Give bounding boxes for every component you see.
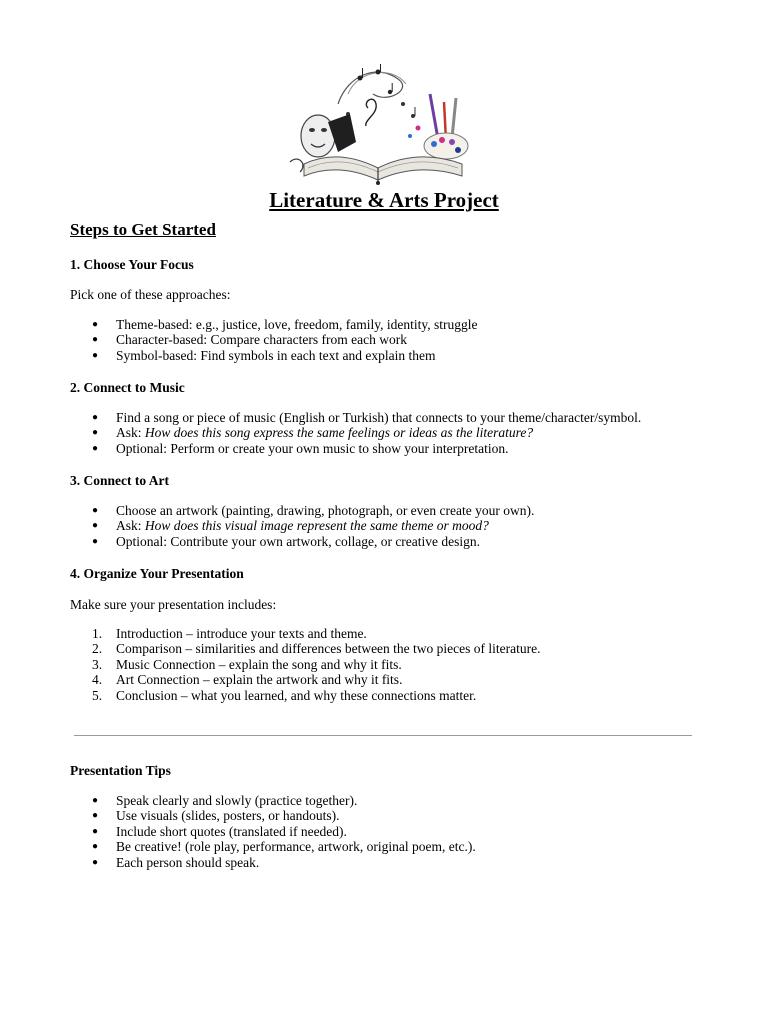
list-item: ● Ask: How does this visual image represent the same theme or mood? bbox=[92, 518, 489, 534]
bullet-icon: ● bbox=[92, 505, 99, 516]
list-item: 3. Music Connection – explain the song and why it fits. bbox=[92, 656, 402, 672]
list-item: ● Use visuals (slides, posters, or handouts). bbox=[92, 808, 340, 824]
list-item: ● Speak clearly and slowly (practice together). bbox=[92, 793, 358, 808]
section4-intro: Make sure your presentation includes: bbox=[70, 597, 277, 612]
section-heading-connect-art: 3. Connect to Art bbox=[70, 473, 169, 488]
bullet-icon: ● bbox=[92, 841, 99, 853]
bullet-icon: ● bbox=[92, 795, 99, 806]
list-item: 5. Conclusion – what you learned, and why these connections matter. bbox=[92, 687, 477, 703]
list-item: ● Ask: How does this song express the same feelings or ideas as the literature? bbox=[92, 425, 534, 441]
music-list bbox=[70, 410, 730, 456]
page-title: Literature & Arts Project bbox=[269, 188, 499, 212]
bullet-icon: ● bbox=[92, 520, 99, 532]
list-item: ● Choose an artwork (painting, drawing, photograph, or even create your own). bbox=[92, 503, 535, 518]
bullet-icon: ● bbox=[92, 334, 99, 346]
focus-list bbox=[70, 317, 730, 363]
bullet-icon: ● bbox=[92, 412, 99, 423]
horizontal-divider bbox=[74, 735, 692, 736]
book-music-arts-logo-icon bbox=[278, 64, 482, 186]
bullet-icon: ● bbox=[92, 349, 99, 361]
list-item: ● Find a song or piece of music (English or Turkish) that connects to your theme/character/symbol. bbox=[92, 410, 642, 425]
bullet-icon: ● bbox=[92, 442, 99, 454]
list-item: 1. Introduction – introduce your texts and theme. bbox=[92, 626, 367, 641]
bullet-icon: ● bbox=[92, 856, 99, 868]
bullet-icon: ● bbox=[92, 535, 99, 547]
section-heading-organize: 4. Organize Your Presentation bbox=[70, 566, 244, 581]
list-item: ● Each person should speak. bbox=[92, 854, 260, 870]
art-list bbox=[70, 503, 730, 549]
list-item: ● Include short quotes (translated if needed). bbox=[92, 823, 347, 839]
bullet-icon: ● bbox=[92, 810, 99, 822]
section-heading-tips: Presentation Tips bbox=[70, 763, 171, 778]
section-heading-choose-focus: 1. Choose Your Focus bbox=[70, 257, 194, 272]
list-item: 4. Art Connection – explain the artwork and why it fits. bbox=[92, 672, 403, 688]
list-item: ● Character-based: Compare characters from each work bbox=[92, 332, 407, 348]
tips-list bbox=[70, 793, 730, 870]
list-item: ● Be creative! (role play, performance, artwork, original poem, etc.). bbox=[92, 839, 476, 855]
steps-subheading: Steps to Get Started bbox=[70, 220, 216, 239]
list-item: ● Optional: Perform or create your own music to show your interpretation. bbox=[92, 440, 509, 456]
list-item: ● Theme-based: e.g., justice, love, freedom, family, identity, struggle bbox=[92, 317, 478, 332]
bullet-icon: ● bbox=[92, 319, 99, 330]
bullet-icon: ● bbox=[92, 427, 99, 439]
section1-intro: Pick one of these approaches: bbox=[70, 287, 231, 302]
list-item: ● Optional: Contribute your own artwork, collage, or creative design. bbox=[92, 533, 481, 549]
list-item: ● Symbol-based: Find symbols in each text and explain them bbox=[92, 347, 436, 363]
bullet-icon: ● bbox=[92, 825, 99, 837]
section-heading-connect-music: 2. Connect to Music bbox=[70, 380, 185, 395]
list-item: 2. Comparison – similarities and differences between the two pieces of literature. bbox=[92, 641, 541, 657]
presentation-outline-list bbox=[70, 626, 730, 703]
